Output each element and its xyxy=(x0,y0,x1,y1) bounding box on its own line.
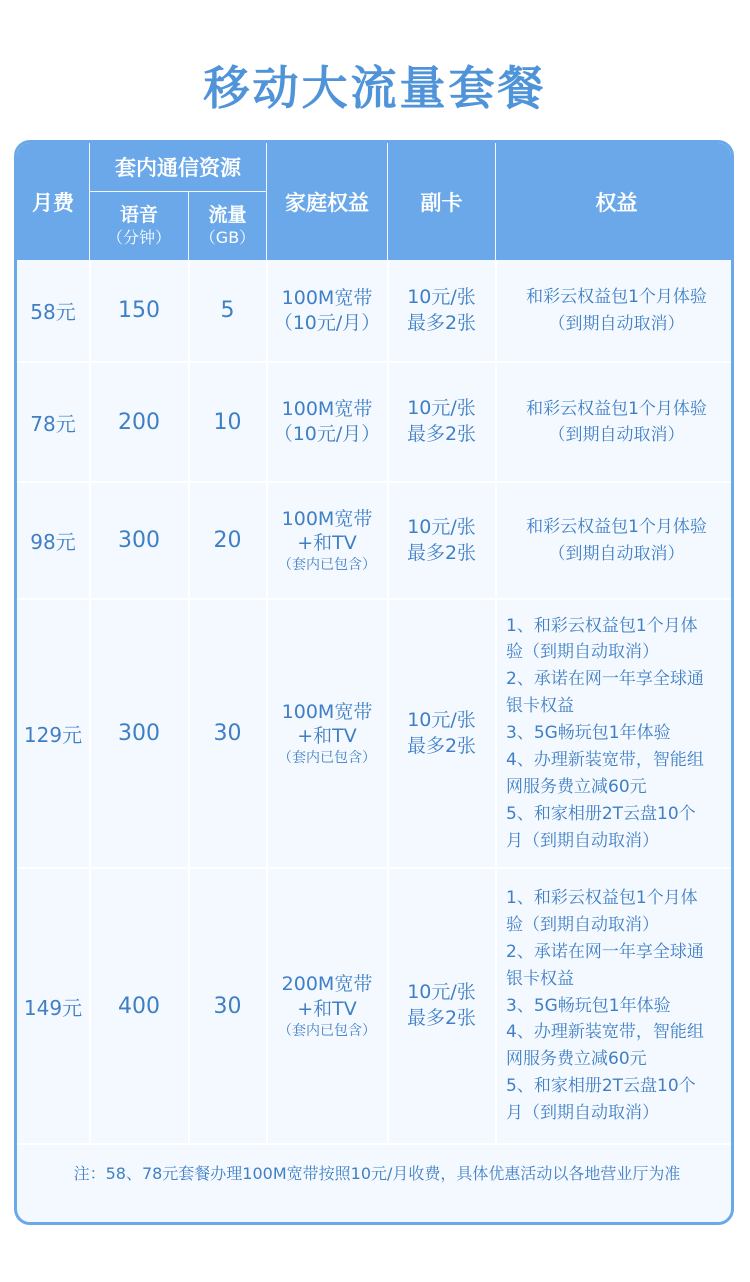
page-title: 移动大流量套餐 xyxy=(203,61,547,115)
row4-home xyxy=(267,600,387,867)
row3-benefit-line1: 和彩云权益包1个月体验 xyxy=(526,517,707,538)
list-item: 银卡权益 xyxy=(506,968,574,989)
header-voice xyxy=(90,192,188,260)
row2-home-main: 100M宽带 xyxy=(281,398,373,421)
row3-fee: 98元 xyxy=(30,530,76,554)
plan-table xyxy=(14,140,734,1225)
row3-sub-card xyxy=(388,483,495,598)
list-item: 3、5G畅玩包1年体验 xyxy=(506,723,671,744)
row3-home-note: （套内已包含） xyxy=(278,557,376,574)
row4-sub-line1: 10元/张 xyxy=(407,708,476,731)
row2-voice: 200 xyxy=(118,409,160,435)
list-item: 银卡权益 xyxy=(506,696,574,717)
row5-sub-line2: 最多2张 xyxy=(406,1007,477,1029)
row1-voice: 150 xyxy=(118,298,160,323)
row4-home-note: （套内已包含） xyxy=(278,750,376,767)
list-item: 1、和彩云权益包1个月体 xyxy=(506,615,698,636)
list-item: 5、和家相册2T云盘10个 xyxy=(506,1076,696,1097)
row4-benefit-list xyxy=(496,600,734,867)
row2-sub-line1: 10元/张 xyxy=(407,397,476,420)
header-data-label: 流量 xyxy=(208,204,247,227)
row2-sub-line2: 最多2张 xyxy=(406,423,477,445)
list-item: 2、承诺在网一年享全球通 xyxy=(506,941,704,962)
header-benefits: 权益 xyxy=(496,143,734,260)
row4-home-main: 100M宽带 xyxy=(281,700,373,723)
list-item: 3、5G畅玩包1年体验 xyxy=(506,995,671,1016)
row2-data: 10 xyxy=(213,409,242,435)
list-item: 网服务费立减60元 xyxy=(506,1049,647,1070)
row2-sub-card xyxy=(388,363,495,481)
row1-benefit-line2: （到期自动取消） xyxy=(548,313,685,334)
row1-benefit xyxy=(496,260,734,361)
row3-home-main: 100M宽带 xyxy=(281,507,373,530)
row3-voice: 300 xyxy=(118,528,160,553)
row5-fee: 149元 xyxy=(23,995,83,1020)
row4-data: 30 xyxy=(213,721,242,746)
row5-home-main: 200M宽带 xyxy=(281,973,373,996)
list-item: 验（到期自动取消） xyxy=(506,642,659,663)
row3-sub-line1: 10元/张 xyxy=(407,515,476,538)
row2-benefit xyxy=(496,363,734,481)
list-item: 4、办理新装宽带，智能组 xyxy=(506,1022,704,1043)
header-voice-label: 语音 xyxy=(119,204,158,227)
list-item: 月（到期自动取消） xyxy=(506,1103,659,1123)
row3-data: 20 xyxy=(213,528,242,553)
row1-sub-card xyxy=(388,260,495,361)
header-data xyxy=(189,192,266,260)
row3-home-line2: +和TV xyxy=(297,532,357,555)
row4-sub-line2: 最多2张 xyxy=(406,734,477,757)
footnote: 注：58、78元套餐办理100M宽带按照10元/月收费，具体优惠活动以各地营业厅为准 xyxy=(73,1164,681,1183)
row2-benefit-line1: 和彩云权益包1个月体验 xyxy=(526,398,707,419)
row5-home-note: （套内已包含） xyxy=(278,1022,376,1039)
row1-fee: 58元 xyxy=(30,300,76,324)
row5-data: 30 xyxy=(213,993,242,1019)
row3-benefit-line2: （到期自动取消） xyxy=(548,543,685,564)
list-item: 1、和彩云权益包1个月体 xyxy=(506,888,698,909)
row3-sub-line2: 最多2张 xyxy=(406,541,477,564)
row2-benefit-line2: （到期自动取消） xyxy=(548,425,685,445)
list-item: 2、承诺在网一年享全球通 xyxy=(506,669,704,690)
row4-voice: 300 xyxy=(118,721,160,746)
row1-data: 5 xyxy=(220,298,235,323)
list-item: 网服务费立减60元 xyxy=(506,776,647,797)
list-item: 4、办理新装宽带，智能组 xyxy=(506,749,704,770)
header-fee: 月费 xyxy=(17,143,89,260)
row1-sub-line1: 10元/张 xyxy=(407,285,476,308)
row1-home-main: 100M宽带 xyxy=(281,286,373,309)
row5-benefit-list xyxy=(496,869,734,1143)
row1-benefit-line1: 和彩云权益包1个月体验 xyxy=(526,287,707,308)
header-home: 家庭权益 xyxy=(267,143,387,260)
list-item: 月（到期自动取消） xyxy=(506,830,659,851)
row5-sub-card xyxy=(388,869,495,1143)
row4-home-line2: +和TV xyxy=(297,725,357,748)
row3-benefit xyxy=(496,483,734,598)
row5-home-line2: +和TV xyxy=(297,997,357,1020)
header-voice-unit: （分钟） xyxy=(106,227,171,247)
list-item: 验（到期自动取消） xyxy=(506,914,659,935)
header-data-unit: （GB） xyxy=(199,227,256,247)
row3-home xyxy=(267,483,387,598)
header-sub-card: 副卡 xyxy=(388,143,495,260)
row2-fee: 78元 xyxy=(30,411,76,436)
row1-home xyxy=(267,260,387,361)
row4-sub-card xyxy=(388,600,495,867)
row1-sub-line2: 最多2张 xyxy=(406,311,477,334)
list-item: 5、和家相册2T云盘10个 xyxy=(506,803,696,824)
row1-home-line2: （10元/月） xyxy=(273,311,381,334)
row5-sub-line1: 10元/张 xyxy=(407,981,476,1004)
row2-home xyxy=(267,363,387,481)
row5-voice: 400 xyxy=(118,993,160,1019)
row5-home xyxy=(267,869,387,1143)
row4-fee: 129元 xyxy=(23,723,83,747)
header-resource: 套内通信资源 xyxy=(90,143,266,191)
row2-home-line2: （10元/月） xyxy=(273,423,381,445)
